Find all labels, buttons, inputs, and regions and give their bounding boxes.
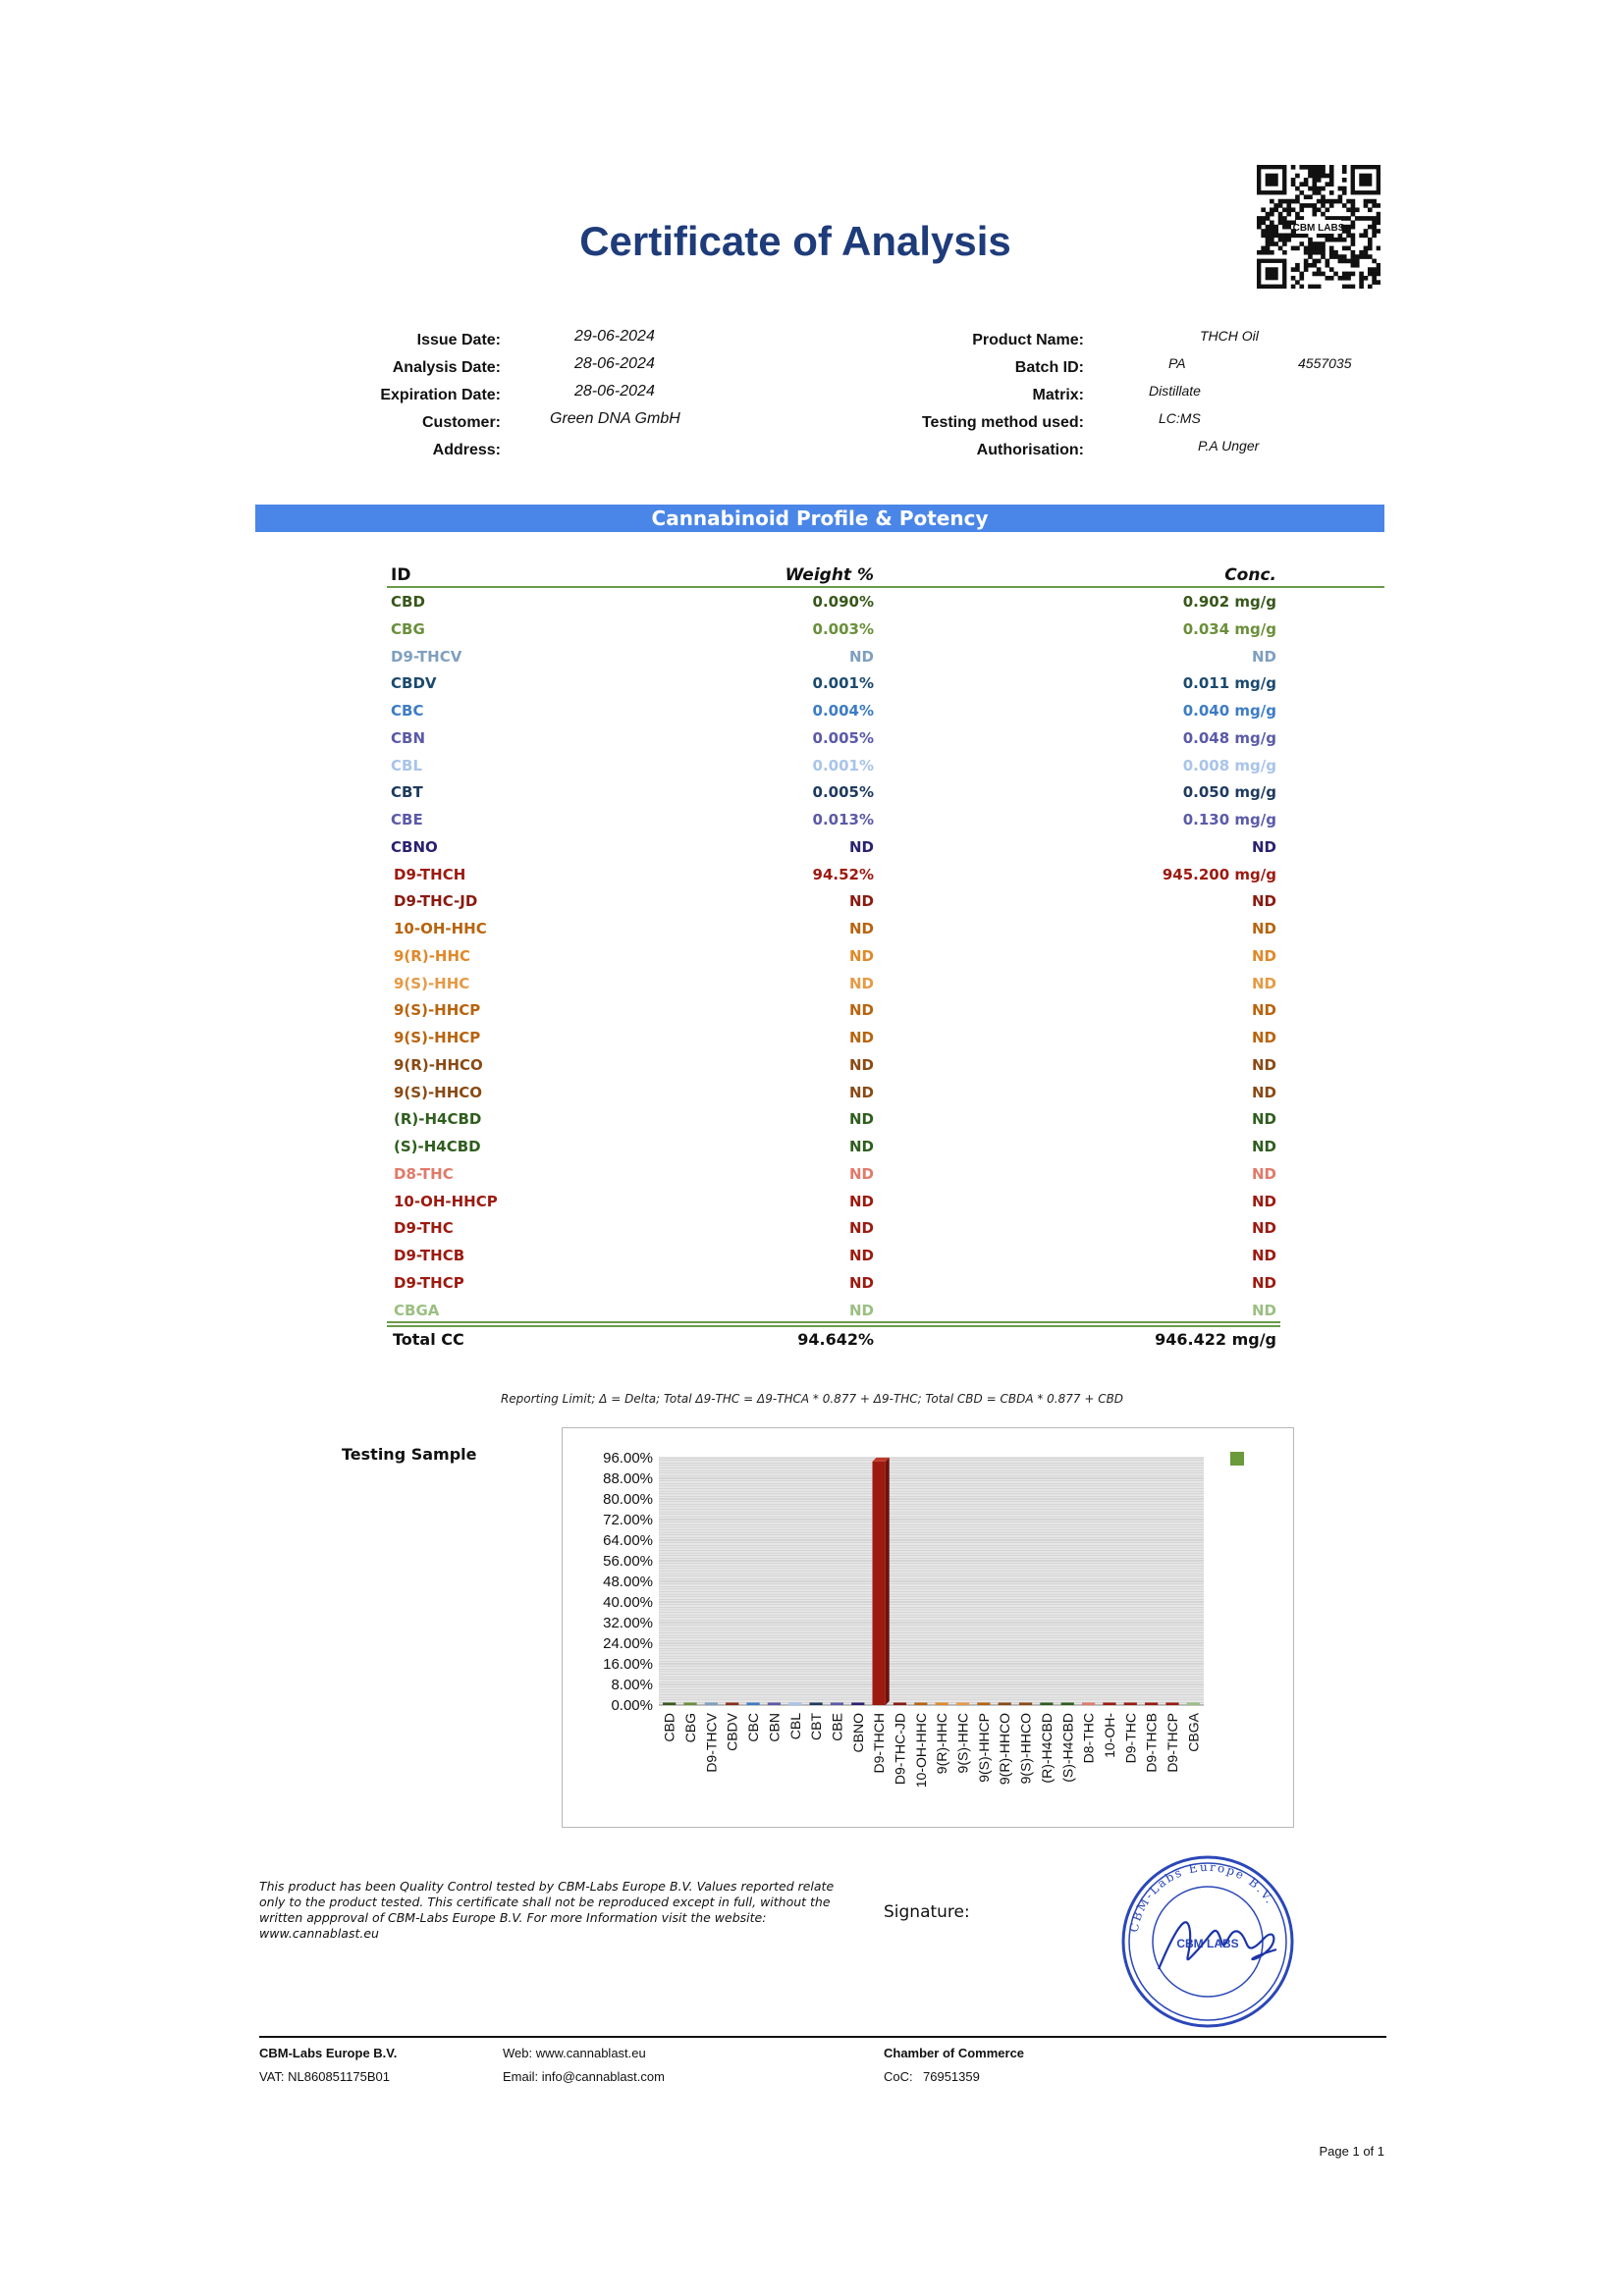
row-id: D9-THCH	[394, 865, 466, 883]
signature-label: Signature:	[884, 1902, 970, 1922]
row-id: 9(S)-HHCP	[394, 1029, 481, 1046]
x-tick-label: 9(S)-HHCO	[1017, 1713, 1034, 1785]
row-id: 9(S)-HHC	[394, 974, 470, 992]
x-tick-label: 10-OH-	[1101, 1713, 1117, 1758]
x-tick-label: CBDV	[724, 1713, 740, 1751]
row-id: D9-THC	[394, 1219, 454, 1238]
row-conc: 0.048 mg/g	[1182, 728, 1276, 747]
row-id: 10-OH-HHCP	[394, 1192, 498, 1210]
row-conc: ND	[1251, 1055, 1276, 1074]
row-conc: 0.040 mg/g	[1182, 702, 1276, 720]
info-right-label: Matrix:	[1032, 387, 1084, 403]
row-conc: 0.034 mg/g	[1182, 619, 1276, 638]
row-conc: ND	[1251, 1029, 1276, 1046]
total-rule-top	[387, 1321, 1280, 1323]
row-id: D9-THC-JD	[394, 892, 478, 911]
bar	[1019, 1703, 1032, 1706]
info-left-label: Expiration Date:	[380, 387, 501, 403]
qr-code	[1257, 165, 1380, 289]
row-id: CBG	[391, 619, 425, 638]
info-left-value: 28-06-2024	[574, 355, 655, 372]
x-tick-label: 10-OH-HHC	[912, 1713, 929, 1789]
row-conc: ND	[1251, 1138, 1276, 1155]
x-tick-label: CBNO	[849, 1713, 866, 1753]
row-weight: ND	[848, 1247, 874, 1264]
row-id: 10-OH-HHC	[394, 920, 487, 937]
row-conc: 945.200 mg/g	[1162, 865, 1276, 883]
x-tick-label: D9-THCH	[871, 1713, 888, 1774]
row-weight: 0.003%	[812, 619, 874, 638]
row-weight: ND	[848, 920, 874, 937]
bar	[1082, 1703, 1095, 1706]
header-rule	[387, 586, 1384, 588]
bar	[1187, 1703, 1200, 1706]
bar	[705, 1703, 718, 1706]
row-conc: 0.130 mg/g	[1182, 811, 1276, 828]
row-id: CBE	[391, 811, 423, 828]
info-right-value: P.A Unger	[1198, 438, 1260, 454]
row-id: CBD	[391, 593, 425, 611]
row-weight: ND	[848, 647, 874, 666]
x-tick-label: 9(S)-HHC	[954, 1713, 971, 1774]
bar	[1040, 1703, 1053, 1706]
bar	[893, 1703, 906, 1706]
bar	[683, 1703, 696, 1706]
row-id: 9(R)-HHCO	[394, 1055, 483, 1074]
bar	[663, 1703, 676, 1706]
row-conc: ND	[1251, 1083, 1276, 1101]
row-weight: ND	[848, 1219, 874, 1238]
y-tick-label: 0.00%	[611, 1697, 653, 1714]
y-tick-label: 88.00%	[603, 1470, 653, 1487]
y-tick-label: 24.00%	[603, 1635, 653, 1652]
bar	[1103, 1703, 1115, 1706]
bar	[999, 1703, 1011, 1706]
row-weight: 0.004%	[812, 702, 874, 720]
y-tick-label: 16.00%	[603, 1656, 653, 1673]
bar	[1145, 1703, 1158, 1706]
bar-chart	[563, 1428, 1293, 1827]
x-tick-label: 9(R)-HHCO	[997, 1713, 1013, 1786]
info-left-value: 29-06-2024	[574, 328, 655, 345]
row-weight: ND	[848, 974, 874, 992]
bar	[746, 1703, 759, 1706]
x-tick-label: D8-THC	[1080, 1713, 1097, 1764]
info-left-label: Address:	[432, 442, 501, 458]
total-rule-bottom	[387, 1325, 1280, 1327]
x-tick-label: D9-THC	[1122, 1713, 1139, 1764]
row-weight: ND	[848, 892, 874, 911]
bar	[956, 1703, 969, 1706]
row-weight: ND	[848, 1055, 874, 1074]
bar	[1165, 1703, 1178, 1706]
row-weight: ND	[848, 1029, 874, 1046]
info-left-label: Issue Date:	[416, 332, 501, 348]
footer-company: CBM-Labs Europe B.V.	[259, 2046, 398, 2060]
bar	[873, 1462, 886, 1705]
y-tick-label: 64.00%	[603, 1532, 653, 1549]
x-tick-label: D9-THCV	[703, 1713, 720, 1773]
info-right-value2: 4557035	[1298, 355, 1352, 371]
row-conc: 0.008 mg/g	[1182, 756, 1276, 774]
row-id: 9(S)-HHCO	[394, 1083, 483, 1101]
x-tick-label: 9(S)-HHCP	[975, 1713, 992, 1783]
info-right-value: Distillate	[1149, 383, 1201, 399]
row-weight: ND	[848, 1192, 874, 1210]
row-id: (S)-H4CBD	[394, 1138, 481, 1155]
page-number: Page 1 of 1	[1319, 2144, 1384, 2159]
company-stamp	[1119, 1853, 1296, 2030]
bar	[914, 1703, 927, 1706]
x-tick-label: (S)-H4CBD	[1059, 1713, 1076, 1783]
x-tick-label: CBE	[829, 1713, 845, 1741]
row-id: D9-THCV	[391, 647, 462, 666]
row-id: CBT	[391, 783, 423, 802]
stamp-center-text: CBM LABS	[1176, 1937, 1239, 1950]
row-conc: ND	[1251, 1001, 1276, 1020]
bar-side	[886, 1458, 890, 1705]
bar	[788, 1703, 801, 1706]
row-conc: ND	[1251, 1273, 1276, 1292]
footer-coc-value: 76951359	[923, 2069, 980, 2084]
row-id: CBGA	[394, 1301, 440, 1319]
header-weight: Weight %	[785, 565, 874, 585]
row-conc: ND	[1251, 1219, 1276, 1238]
row-id: 9(R)-HHC	[394, 946, 471, 965]
row-conc: ND	[1251, 946, 1276, 965]
row-weight: 0.001%	[812, 674, 874, 693]
header-conc: Conc.	[1224, 565, 1276, 585]
info-left-label: Customer:	[421, 414, 501, 431]
row-conc: ND	[1251, 1164, 1276, 1183]
row-weight: ND	[848, 1110, 874, 1129]
row-id: D9-THCB	[394, 1247, 465, 1264]
row-conc: ND	[1251, 837, 1276, 856]
row-conc: ND	[1251, 1301, 1276, 1319]
info-left-value: 28-06-2024	[574, 383, 655, 400]
x-tick-label: CBG	[682, 1713, 699, 1743]
y-tick-label: 40.00%	[603, 1594, 653, 1611]
row-weight: ND	[848, 946, 874, 965]
y-tick-label: 56.00%	[603, 1553, 653, 1570]
bar	[1124, 1703, 1137, 1706]
footer-vat: VAT: NL860851175B01	[259, 2069, 390, 2084]
qr-logo-text: CBM LABS	[1292, 223, 1345, 234]
bar	[977, 1703, 990, 1706]
info-right-label: Product Name:	[972, 332, 1084, 348]
x-tick-label: CBN	[766, 1713, 783, 1742]
row-weight: 0.013%	[812, 811, 874, 828]
y-tick-label: 8.00%	[611, 1677, 653, 1693]
row-conc: 0.050 mg/g	[1182, 783, 1276, 802]
y-tick-label: 72.00%	[603, 1512, 653, 1528]
x-tick-label: CBD	[661, 1713, 677, 1742]
info-right-value: LC:MS	[1159, 410, 1201, 426]
reporting-note: Reporting Limit; Δ = Delta; Total Δ9-THC = Δ9-THCA * 0.877 + Δ9-THC; Total CBD = CBDA * 0.877 + CBD	[500, 1392, 1124, 1406]
legend-swatch	[1230, 1452, 1244, 1466]
x-tick-label: (R)-H4CBD	[1038, 1713, 1055, 1784]
bar	[851, 1703, 864, 1706]
total-id: Total CC	[393, 1330, 464, 1349]
row-id: CBNO	[391, 837, 438, 856]
row-weight: 0.001%	[812, 756, 874, 774]
row-weight: ND	[848, 1001, 874, 1020]
row-conc: ND	[1251, 974, 1276, 992]
row-weight: 0.005%	[812, 728, 874, 747]
y-tick-label: 48.00%	[603, 1574, 653, 1590]
bar	[768, 1703, 781, 1706]
row-weight: 0.005%	[812, 783, 874, 802]
row-id: CBDV	[391, 674, 437, 693]
row-id: CBN	[391, 728, 425, 747]
x-tick-label: D9-THC-JD	[892, 1713, 908, 1786]
info-right-value: THCH Oil	[1200, 328, 1259, 344]
row-conc: ND	[1251, 892, 1276, 911]
info-right-label: Batch ID:	[1014, 359, 1084, 376]
footer-email: Email: info@cannablast.com	[503, 2069, 665, 2084]
total-conc: 946.422 mg/g	[1155, 1330, 1276, 1349]
testing-sample-label: Testing Sample	[342, 1445, 477, 1464]
bar	[1061, 1703, 1074, 1706]
document-title: Certificate of Analysis	[579, 218, 1011, 264]
row-id: CBC	[391, 702, 424, 720]
footer-web: Web: www.cannablast.eu	[503, 2046, 646, 2060]
x-tick-label: CBC	[745, 1713, 762, 1742]
row-weight: ND	[848, 837, 874, 856]
row-weight: ND	[848, 1083, 874, 1101]
y-tick-label: 96.00%	[603, 1450, 653, 1467]
info-right-label: Testing method used:	[921, 414, 1084, 431]
footer-coc-label: CoC:	[884, 2069, 913, 2084]
y-tick-label: 32.00%	[603, 1615, 653, 1631]
section-banner: Cannabinoid Profile & Potency	[255, 505, 1384, 532]
row-weight: 94.52%	[812, 865, 874, 883]
row-weight: ND	[848, 1301, 874, 1319]
row-conc: ND	[1251, 647, 1276, 666]
row-conc: ND	[1251, 920, 1276, 937]
row-id: (R)-H4CBD	[394, 1110, 482, 1129]
row-weight: ND	[848, 1273, 874, 1292]
bar	[936, 1703, 948, 1706]
total-weight: 94.642%	[797, 1330, 874, 1349]
row-weight: ND	[848, 1164, 874, 1183]
x-tick-label: D9-THCP	[1164, 1713, 1180, 1773]
header-id: ID	[391, 565, 411, 585]
disclaimer: This product has been Quality Control tested by CBM-Labs Europe B.V. Values reported relate only to the product tested. This certificate shall not be reproduced except in full, without the written appproval of CBM-Labs Europe B.V. For more Information visit the website: www.cannablast.eu	[259, 1879, 835, 1941]
x-tick-label: 9(R)-HHC	[934, 1713, 950, 1775]
row-conc: ND	[1251, 1247, 1276, 1264]
row-id: D9-THCP	[394, 1273, 464, 1292]
stamp-outer-text: CBM-Labs Europe B.V.	[1126, 1859, 1278, 1934]
chart-container	[562, 1427, 1294, 1828]
footer-chamber: Chamber of Commerce	[884, 2046, 1025, 2060]
y-tick-label: 80.00%	[603, 1491, 653, 1508]
x-tick-label: D9-THCB	[1143, 1713, 1160, 1773]
info-left-value: Green DNA GmbH	[550, 410, 680, 427]
row-conc: ND	[1251, 1192, 1276, 1210]
bar	[831, 1703, 843, 1706]
footer-rule	[259, 2036, 1386, 2038]
x-tick-label: CBT	[808, 1713, 825, 1740]
row-id: CBL	[391, 756, 422, 774]
row-conc: 0.011 mg/g	[1182, 674, 1276, 693]
row-weight: ND	[848, 1138, 874, 1155]
bar	[726, 1703, 738, 1706]
info-left-label: Analysis Date:	[392, 359, 501, 376]
row-id: 9(S)-HHCP	[394, 1001, 481, 1020]
row-conc: 0.902 mg/g	[1182, 593, 1276, 611]
x-tick-label: CBL	[786, 1713, 803, 1740]
x-tick-label: CBGA	[1185, 1713, 1202, 1752]
row-id: D8-THC	[394, 1164, 454, 1183]
bar	[809, 1703, 822, 1706]
row-weight: 0.090%	[812, 593, 874, 611]
info-right-label: Authorisation:	[976, 442, 1084, 458]
info-right-value: PA	[1168, 355, 1186, 371]
row-conc: ND	[1251, 1110, 1276, 1129]
